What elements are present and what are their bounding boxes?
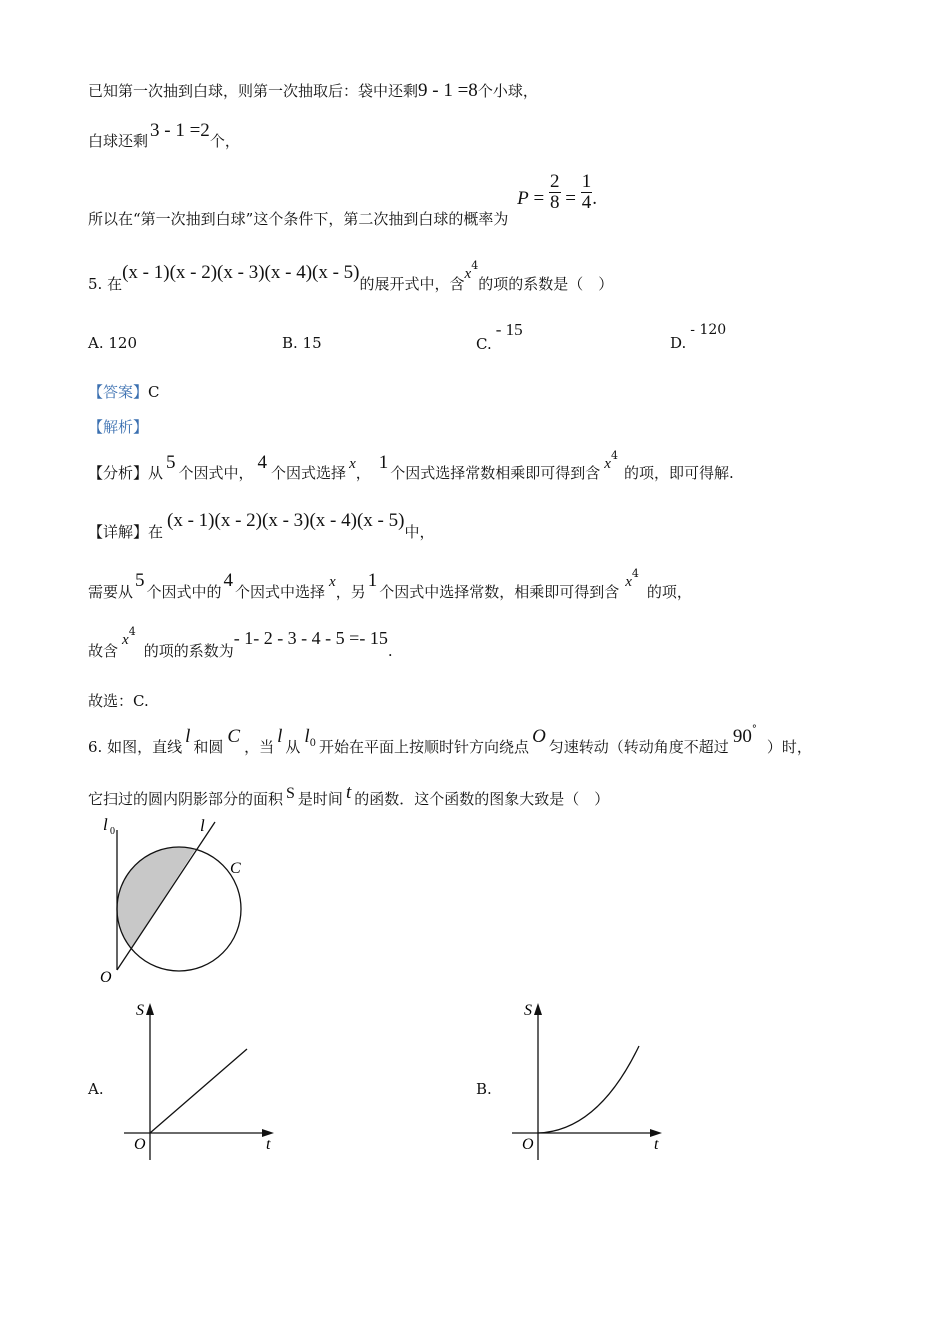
xiangjie-tag: 【详解】 (88, 523, 149, 541)
fraction-2-8 (549, 172, 561, 213)
text: 是时间 (297, 790, 343, 808)
math-number: 4 (257, 452, 268, 473)
math-operator: = (565, 188, 577, 210)
fenxi-tag: 【分析】 (88, 464, 149, 482)
label-l0-subscript: 0 (110, 826, 115, 837)
subscript: 0 (309, 738, 317, 749)
label-l0: l (103, 815, 108, 834)
math-variable: x (604, 456, 611, 472)
text: ，当 (244, 738, 275, 756)
math-variable: l (185, 726, 191, 747)
y-axis-label: S (136, 1002, 144, 1019)
answer-line (88, 381, 160, 402)
text: ）时， (766, 738, 812, 756)
option-label: D. (670, 334, 687, 352)
question-5-stem (88, 259, 614, 293)
math-variable: x (122, 632, 129, 648)
math-number: 5 (166, 452, 176, 473)
option-a-label[interactable]: A. (88, 1080, 104, 1098)
math-variable: l (277, 726, 283, 747)
numerator: 1 (581, 171, 592, 192)
xiangjie-line (88, 510, 435, 541)
y-axis-arrow (534, 1003, 542, 1015)
coef-line (88, 625, 393, 660)
text: 个小球， (477, 82, 538, 100)
math-number: 1 (367, 570, 378, 591)
origin-label: O (522, 1136, 534, 1153)
text: 需要从 (88, 583, 134, 601)
answer-tag: 【答案】 (88, 383, 149, 401)
text: 的项的系数为 (143, 642, 234, 660)
origin-label: O (134, 1136, 146, 1153)
analysis-tag: 【解析】 (88, 418, 149, 436)
period: . (592, 188, 598, 210)
graph-b[interactable] (508, 996, 673, 1166)
math-variable: x (625, 574, 632, 590)
text-line-2 (88, 120, 240, 152)
denominator: 8 (550, 191, 560, 213)
text: ，另 (335, 583, 366, 601)
analysis-line (88, 416, 148, 437)
math-variable: O (532, 726, 546, 747)
text: 匀速转动（转动角度不超过 (548, 738, 729, 756)
period: . (387, 642, 393, 660)
math-expression: - 1- 2 - 3 - 4 - 5 =- 15 (233, 628, 388, 648)
text: 和圆 (193, 738, 224, 756)
x-axis-label: t (266, 1136, 271, 1153)
math-expression: (x - 1)(x - 2)(x - 3)(x - 4)(x - 5) (122, 262, 360, 283)
text: 它扫过的圆内阴影部分的面积 (88, 790, 284, 808)
question-6-stem-line2 (88, 782, 610, 808)
exponent: 4 (471, 259, 479, 272)
math-variable: x (349, 456, 356, 472)
text: ， (355, 464, 371, 482)
denominator: 4 (581, 191, 592, 213)
y-axis-label: S (524, 1002, 532, 1019)
text: 的项的系数是（ ） (478, 275, 614, 293)
fraction-1-4 (581, 172, 593, 213)
text: 个因式中选择常数，相乘即可得到含 (379, 583, 620, 601)
label-c: C (230, 860, 241, 877)
math-number: 1 (378, 452, 389, 473)
option-value: - 15 (495, 320, 523, 339)
exponent: 4 (631, 567, 639, 580)
option-a[interactable]: A. 120 (88, 334, 137, 352)
question-number: 5. 在 (88, 275, 123, 293)
text-line-1 (88, 80, 538, 102)
text: 个因式中， (178, 464, 254, 482)
math-operator: = (533, 188, 545, 210)
text: 已知第一次抽到白球，则第一次抽取后：袋中还剩 (88, 82, 419, 100)
label-l: l (200, 816, 205, 835)
math-variable: P (517, 188, 529, 210)
degree-sign: ° (751, 724, 757, 735)
math-number: 90 (732, 726, 752, 747)
math-number: 4 (223, 570, 234, 591)
circle-line-figure (95, 812, 255, 992)
text: 从 (285, 738, 301, 756)
math-variable: x (464, 266, 472, 282)
text: 开始在平面上按顺时针方向绕点 (319, 738, 530, 756)
numerator: 2 (550, 171, 560, 192)
math-variable: S (286, 785, 295, 802)
text: 从 (148, 464, 164, 482)
need-line (88, 567, 692, 601)
option-b-label[interactable]: B. (476, 1080, 492, 1098)
option-c[interactable] (476, 320, 523, 354)
option-b[interactable]: B. 15 (282, 334, 322, 352)
option-d[interactable] (670, 322, 727, 352)
exponent: 4 (128, 625, 136, 638)
text: 故含 (88, 642, 119, 660)
text: 中， (404, 523, 435, 541)
text: 的项， (646, 583, 692, 601)
math-expression: (x - 1)(x - 2)(x - 3)(x - 4)(x - 5) (167, 510, 405, 531)
math-variable: l (304, 726, 310, 747)
fenxi-line (88, 449, 734, 482)
linear-curve (150, 1049, 247, 1133)
text: 个， (209, 132, 240, 150)
shaded-region (95, 812, 195, 982)
choice-line: 故选：C. (88, 692, 149, 710)
convex-curve (538, 1046, 639, 1133)
option-value: - 120 (690, 322, 727, 338)
math-variable: C (227, 726, 241, 747)
text: 在 (148, 523, 164, 541)
text: 所以在“第一次抽到白球”这个条件下，第二次抽到白球的概率为 (88, 210, 509, 229)
text: 的函数．这个函数的图象大致是（ ） (354, 790, 610, 808)
label-o: O (100, 969, 112, 986)
text: 个因式中选择 (235, 583, 326, 601)
question-number: 6. 如图，直线 (88, 738, 183, 756)
math-number: 5 (135, 570, 145, 591)
exponent: 4 (610, 449, 618, 462)
text-line-3 (88, 171, 598, 229)
math-expression: 3 - 1 =2 (150, 120, 210, 141)
x-axis-label: t (654, 1136, 659, 1153)
answer-value: C (148, 383, 160, 401)
y-axis-arrow (146, 1003, 154, 1015)
math-expression: 9 - 1 =8 (418, 80, 478, 101)
text: 白球还剩 (88, 132, 149, 150)
text: 的展开式中，含 (359, 275, 465, 293)
text: 的项，即可得解. (623, 464, 734, 482)
question-6-stem-line1 (88, 724, 812, 756)
text: 个因式选择 (271, 464, 347, 482)
math-variable: x (329, 574, 336, 590)
text: 个因式选择常数相乘即可得到含 (390, 464, 601, 482)
graph-a[interactable] (120, 996, 285, 1166)
math-variable: t (345, 782, 352, 803)
text: 个因式中的 (146, 583, 222, 601)
option-label: C. (476, 335, 492, 353)
